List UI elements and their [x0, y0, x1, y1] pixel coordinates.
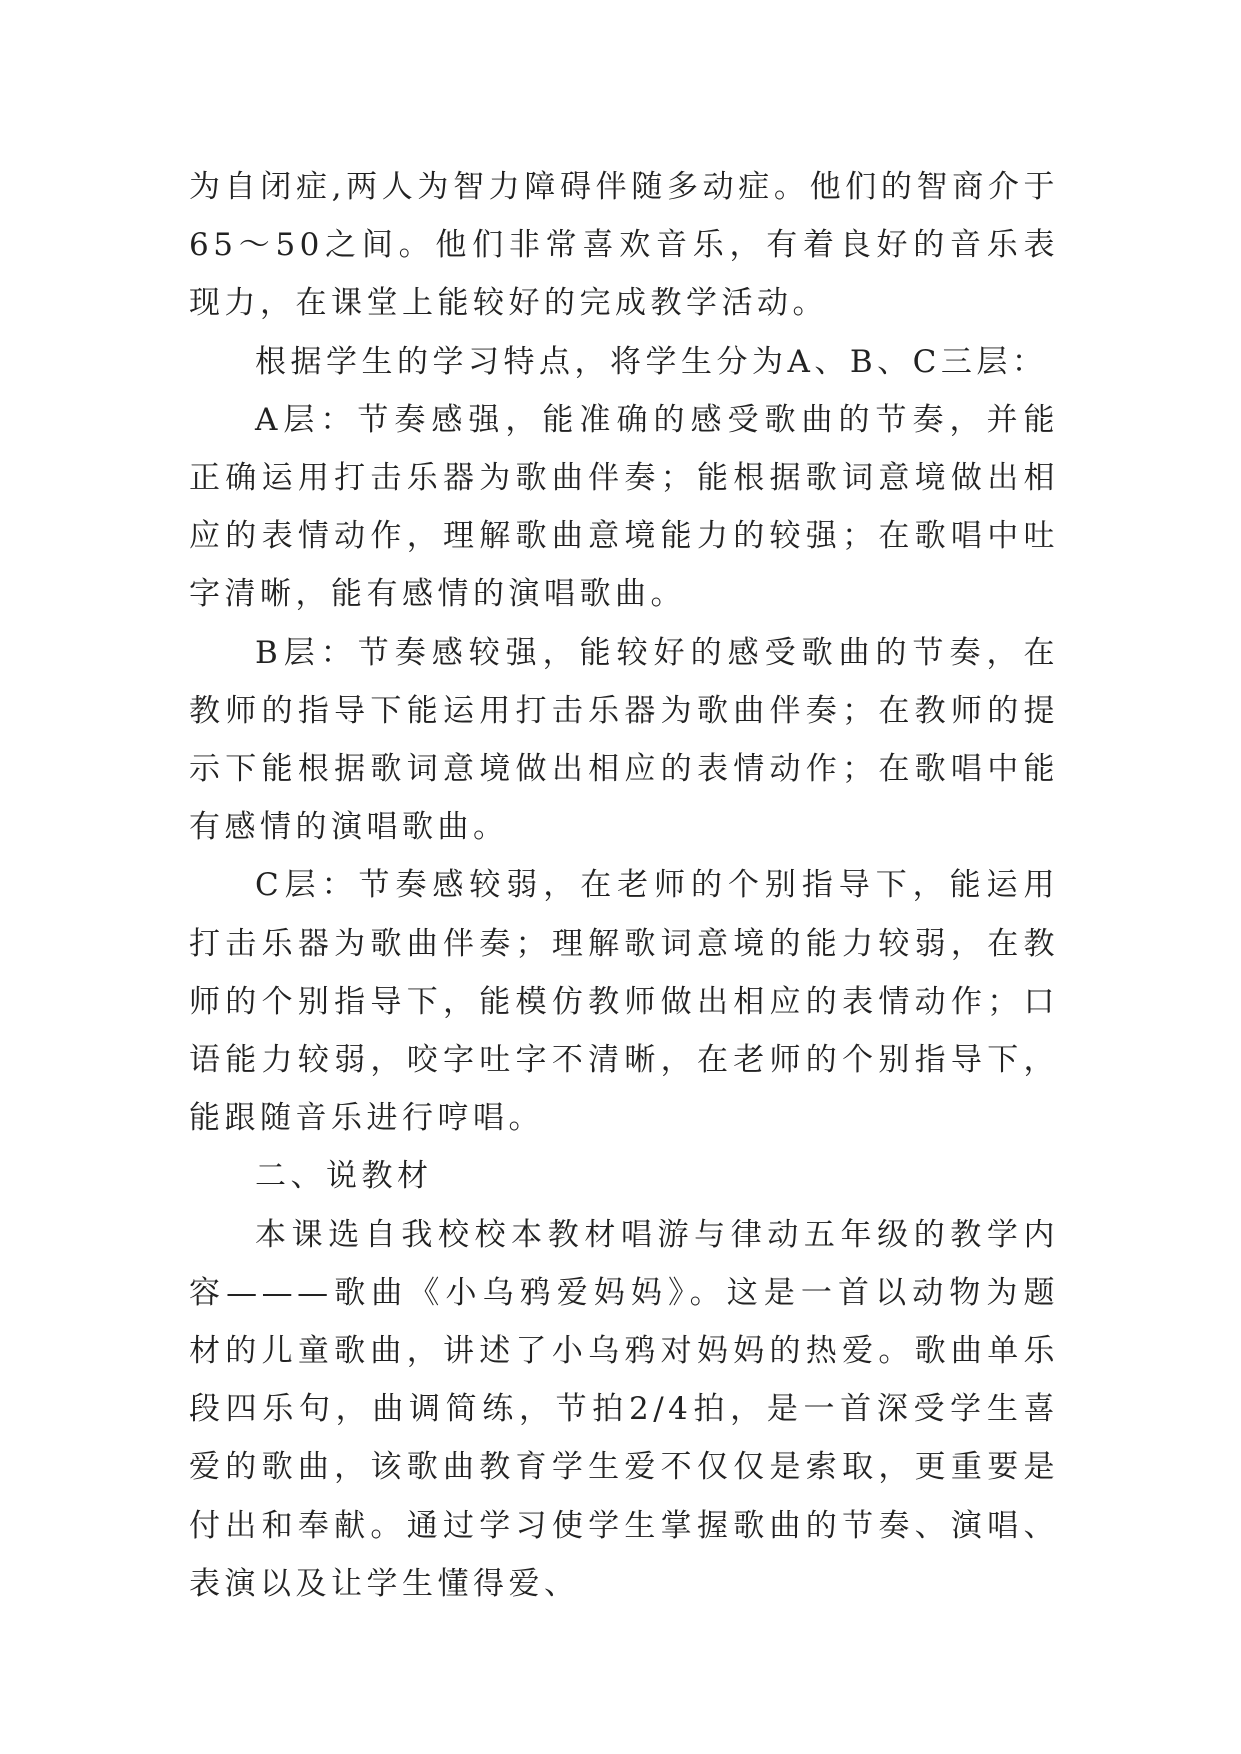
- paragraph-layer-b: B层：节奏感较强，能较好的感受歌曲的节奏，在教师的指导下能运用打击乐器为歌曲伴奏；在教师的提示下能根据歌词意境做出相应的表情动作；在歌唱中能有感情的演唱歌曲。: [189, 634, 1059, 846]
- paragraph-layer-c: C层：节奏感较弱，在老师的个别指导下，能运用打击乐器为歌曲伴奏；理解歌词意境的能力较弱，在教师的个别指导下，能模仿教师做出相应的表情动作；口语能力较弱，咬字吐字不清晰，在老师的个别指导下，能跟随音乐进行哼唱。: [189, 867, 1059, 1137]
- document-body: [189, 158, 1059, 1613]
- paragraph-layer-a: A层：节奏感强，能准确的感受歌曲的节奏，并能正确运用打击乐器为歌曲伴奏；能根据歌词意境做出相应的表情动作，理解歌曲意境能力的较强；在歌唱中吐字清晰，能有感情的演唱歌曲。: [189, 401, 1059, 613]
- section-heading-teaching-material: 二、说教材: [255, 1158, 433, 1195]
- paragraph-layering-intro: 根据学生的学习特点，将学生分为A、B、C三层：: [255, 343, 1048, 380]
- paragraph-student-intelligence: 为自闭症,两人为智力障碍伴随多动症。他们的智商介于65～50之间。他们非常喜欢音乐，有着良好的音乐表现力，在课堂上能较好的完成教学活动。: [189, 169, 1059, 322]
- paragraph-teaching-material: 本课选自我校校本教材唱游与律动五年级的教学内容———歌曲《小乌鸦爱妈妈》。这是一首以动物为题材的儿童歌曲，讲述了小乌鸦对妈妈的热爱。歌曲单乐段四乐句，曲调简练，节拍2/4拍，是一首深受学生喜爱的歌曲，该歌曲教育学生爱不仅仅是索取，更重要是付出和奉献。通过学习使学生掌握歌曲的节奏、演唱、表演以及让学生懂得爱、: [189, 1216, 1059, 1602]
